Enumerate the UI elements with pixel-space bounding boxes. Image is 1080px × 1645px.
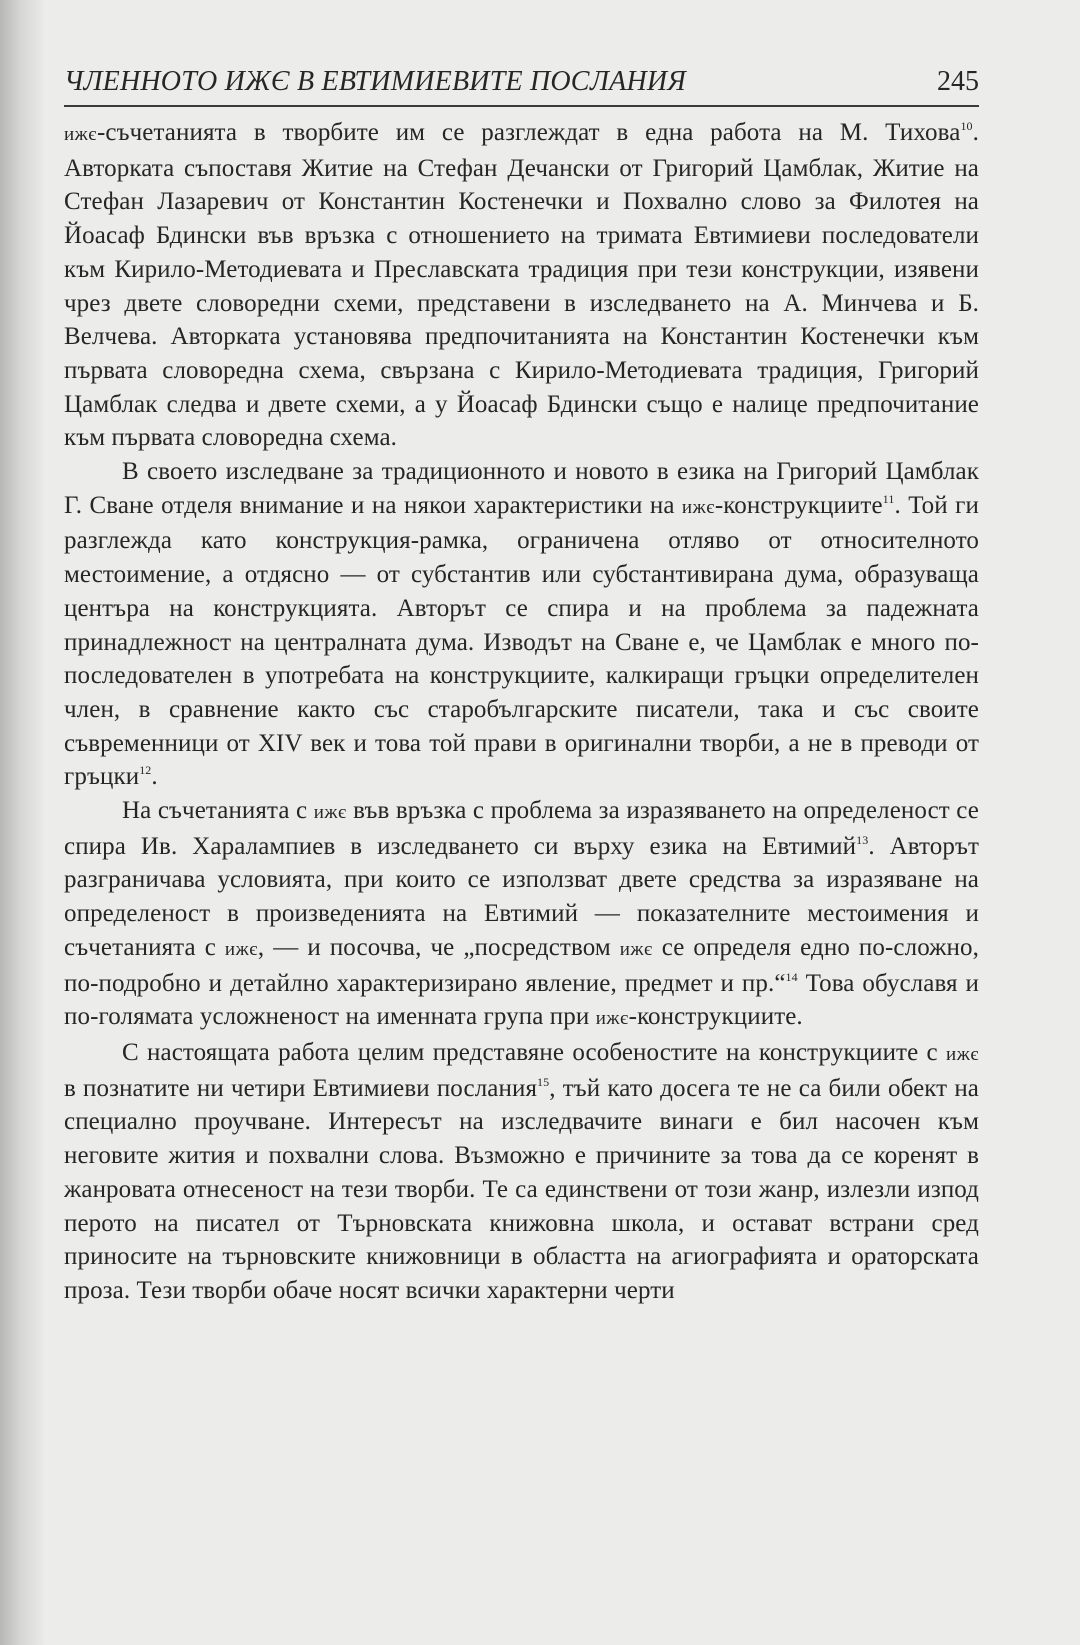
- body-text: [64, 116, 979, 1308]
- old-bulgarian-word: ижє: [619, 938, 653, 960]
- text-run: . Авторът разграничава условията, при които се използват двете средства за изразяване на определеност в произведенията на Евтимий — показателните местоимения и съчетанията с: [64, 832, 979, 961]
- text-run: -конструкциите: [714, 491, 883, 519]
- paragraph: [64, 794, 979, 1036]
- old-bulgarian-word: ижє: [681, 496, 715, 518]
- text-run: в познатите ни четири Евтимиеви послания: [64, 1074, 538, 1102]
- footnote-marker: 11: [882, 491, 895, 506]
- footnote-marker: 14: [785, 969, 798, 984]
- paragraph: [64, 455, 979, 794]
- running-title: ЧЛЕННОТО ИЖЄ В ЕВТИМИЕВИТЕ ПОСЛАНИЯ: [64, 66, 686, 97]
- text-run: .: [151, 763, 158, 791]
- running-head: [64, 64, 979, 107]
- paragraph: [64, 116, 979, 455]
- footnote-marker: 15: [537, 1074, 550, 1089]
- text-run: се определя едно по-сложно, по-подробно и детайлно характеризирано явление, предмет и пр.“: [64, 933, 979, 997]
- text-run: -съчетанията в творбите им се разглеждат в една работа на М. Тихова: [96, 119, 961, 146]
- page-number: 245: [937, 66, 979, 97]
- old-bulgarian-word: ижє: [946, 1043, 979, 1065]
- page-gutter-shadow: [0, 0, 46, 1645]
- footnote-marker: 13: [856, 832, 869, 847]
- old-bulgarian-word: ижє: [595, 1008, 629, 1030]
- text-run: Това обуславя и по-голямата усложненост на именната група при: [64, 969, 979, 1031]
- text-run: На съчетанията с: [122, 797, 314, 825]
- text-run: . Той ги разглежда като конструкция-рамка, ограничена отляво от относителното местоимение, а отдясно — от субстантив или субстантивирана дума, образуваща центъра на конструкцията. Авторът се спира и на проблема за падежната принадлежност на централната дума. Изводът на Сване е, че Цамблак е много по-последователен в употребата на конструкциите, калкиращи гръцки определителен член, в сравнение както със старобългарските писатели, така и със своите съвременници от XIV век и това той прави в оригинални творби, а не в преводи от гръцки: [64, 491, 979, 791]
- text-run: във връзка с проблема за изразяването на определеност се спира Ив. Харалампиев в изследването си върху езика на Евтимий: [64, 797, 979, 860]
- text-run: , тъй като досега те не са били обект на специално проучване. Интересът на изследвачите винаги е бил насочен към неговите жития и похвални слова. Възможно е причините за това да се коренят в жанровата отнесеност на тези творби. Те са единствени от този жанр, излезли изпод перото на писател от Търновската книжовна школа, и остават встрани сред приносите на търновските книжовници в областта на агиографията и ораторската проза. Тези творби обаче носят всички характерни черти: [64, 1074, 979, 1304]
- footnote-marker: 10: [960, 119, 973, 133]
- paragraph: [64, 1036, 979, 1308]
- old-bulgarian-word: ижє: [224, 938, 258, 960]
- footnote-marker: 12: [139, 763, 152, 778]
- text-run: , — и посочва, че „посредством: [257, 933, 620, 961]
- text-run: . Авторката съпоставя Житие на Стефан Дечански от Григорий Цамблак, Житие на Стефан Лазаревич от Константин Костенечки и Похвално слово за Филотея на Йоасаф Бдински във връзка с отношението на тримата Евтимиеви последователи към Кирило-Методиевата и Преславската традиция при тези конструкции, изявени чрез двете словоредни схеми, представени в изследването на А. Минчева и Б. Велчева. Авторката установява предпочитанията на Константин Костенечки към първата словоредна схема, свързана с Кирило-Методиевата традиция, Григорий Цамблак следва и двете схеми, а у Йоасаф Бдински също е налице предпочитание към първата словоредна схема.: [64, 119, 979, 452]
- text-run: В своето изследване за традиционното и новото в езика на Григорий Цамблак Г. Сване отделя внимание и на някои характеристики на: [64, 458, 979, 519]
- book-page: [64, 64, 979, 1308]
- text-run: -конструкциите.: [628, 1003, 803, 1031]
- text-run: С настоящата работа целим представяне особеностите на конструкциите с: [122, 1038, 947, 1066]
- old-bulgarian-word: ижє: [313, 802, 347, 824]
- old-bulgarian-word: ижє: [64, 124, 97, 145]
